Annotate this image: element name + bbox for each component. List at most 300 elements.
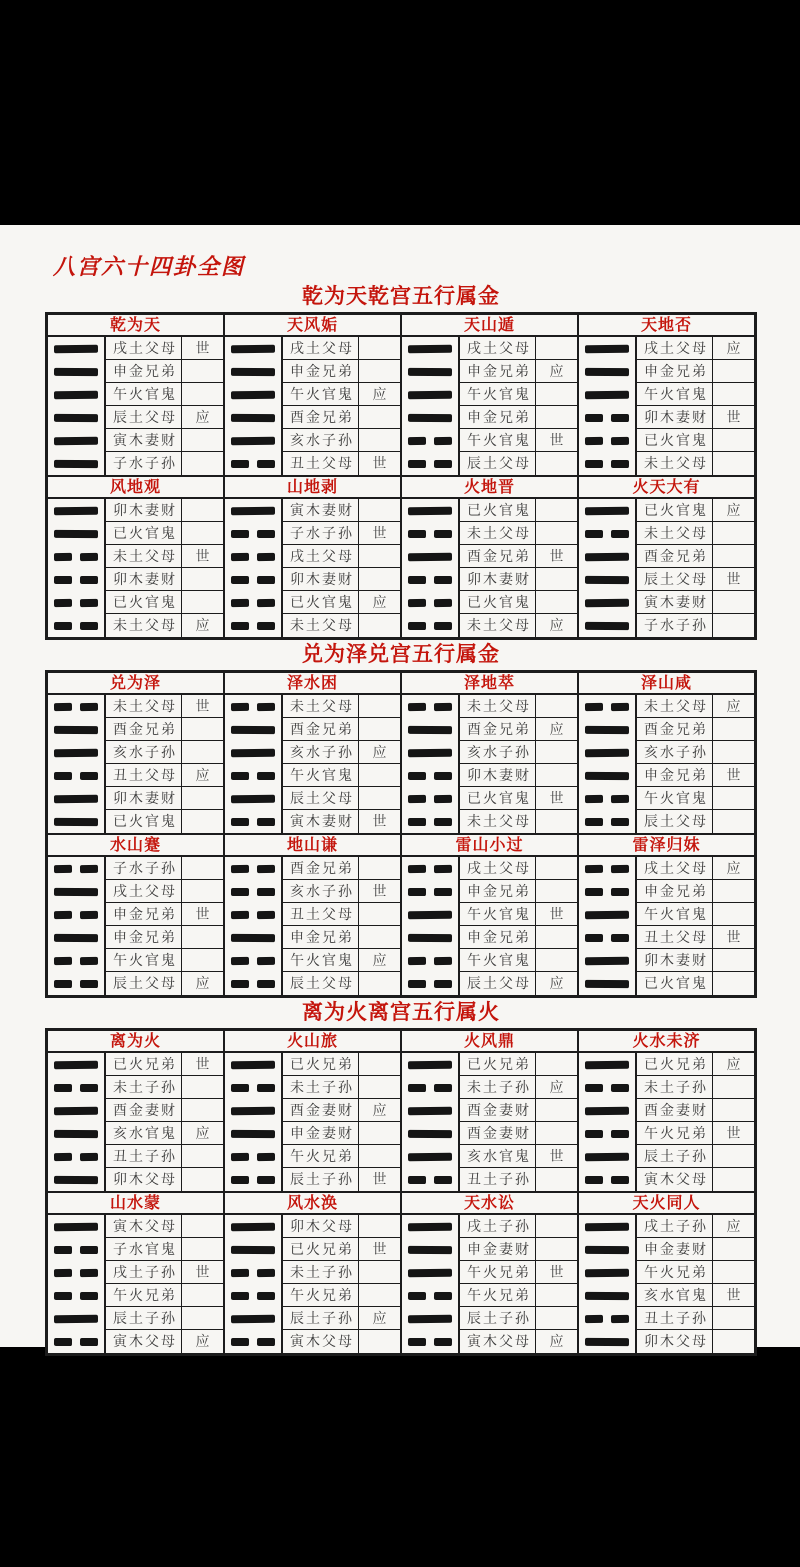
shi-ying-marker xyxy=(712,1238,754,1260)
hexagram-lines-column xyxy=(225,499,281,637)
broken-bar-right xyxy=(611,529,629,537)
yin-line-icon xyxy=(225,1284,281,1307)
hexagram-body xyxy=(579,1053,754,1191)
yang-line-icon xyxy=(402,926,458,949)
broken-bar-left xyxy=(54,1337,72,1345)
yang-line-icon xyxy=(48,429,104,452)
yin-line-icon xyxy=(48,545,104,568)
yang-line-icon xyxy=(48,337,104,360)
table-row xyxy=(106,972,223,995)
table-row xyxy=(637,452,754,475)
table-row xyxy=(637,764,754,787)
shi-ying-marker xyxy=(358,1284,400,1306)
shi-ying-marker: 应 xyxy=(535,1330,577,1353)
hexagram-name: 风地观 xyxy=(48,477,223,499)
yang-line-icon xyxy=(48,1122,104,1145)
shi-ying-marker xyxy=(181,522,223,544)
broken-bar-right xyxy=(80,771,98,779)
table-row xyxy=(460,903,577,926)
line-attribution-text: 午火兄弟 xyxy=(467,1287,531,1303)
yang-line-icon xyxy=(48,718,104,741)
yin-line-icon xyxy=(225,1168,281,1191)
table-row xyxy=(637,1307,754,1330)
broken-bar-right xyxy=(257,575,275,583)
yin-line-icon xyxy=(48,614,104,637)
line-attribution-text: 辰土子孙 xyxy=(290,1310,354,1326)
shi-ying-marker xyxy=(535,452,577,475)
hexagram-lines-column xyxy=(579,337,635,475)
table-row xyxy=(283,614,400,637)
yang-line-icon xyxy=(48,1168,104,1191)
table-row xyxy=(637,1145,754,1168)
yang-line-icon xyxy=(579,614,635,637)
line-attribution-text: 已火官鬼 xyxy=(467,790,531,806)
table-row xyxy=(637,1099,754,1122)
broken-bar-right xyxy=(257,1268,275,1276)
table-row xyxy=(637,1168,754,1191)
broken-bar-left xyxy=(585,887,603,895)
line-attribution-text: 丑土父母 xyxy=(113,767,177,783)
hexagram-name: 泽水困 xyxy=(225,673,400,695)
solid-bar xyxy=(585,621,629,629)
shi-ying-marker xyxy=(181,1284,223,1306)
line-attribution-text: 申金兄弟 xyxy=(467,409,531,425)
table-row xyxy=(637,880,754,903)
table-row xyxy=(283,1145,400,1168)
shi-ying-marker xyxy=(712,1330,754,1353)
line-attribution-text: 午火官鬼 xyxy=(467,386,531,402)
line-attribution-text: 寅木父母 xyxy=(467,1333,531,1349)
broken-bar-right xyxy=(80,621,98,629)
table-row xyxy=(637,1238,754,1261)
shi-ying-marker xyxy=(181,926,223,948)
shi-ying-marker: 应 xyxy=(181,764,223,786)
line-attribution-text: 已火官鬼 xyxy=(644,502,708,518)
broken-bar-left xyxy=(585,1129,603,1137)
broken-bar-right xyxy=(434,1337,452,1345)
shi-ying-marker xyxy=(181,429,223,451)
broken-bar-left xyxy=(408,1175,426,1183)
yang-line-icon xyxy=(225,1307,281,1330)
line-attribution-text: 戌土子孙 xyxy=(644,1218,708,1234)
shi-ying-marker: 世 xyxy=(712,1122,754,1144)
solid-bar xyxy=(231,436,275,444)
table-row xyxy=(460,926,577,949)
hexagram-body xyxy=(48,857,223,995)
broken-bar-left xyxy=(231,817,249,825)
hexagram-body xyxy=(225,1053,400,1191)
palace-section-qian xyxy=(45,285,757,640)
yang-line-icon xyxy=(402,903,458,926)
solid-bar xyxy=(54,748,98,756)
shi-ying-marker: 应 xyxy=(535,360,577,382)
table-row xyxy=(106,1099,223,1122)
broken-bar-right xyxy=(257,979,275,987)
yin-line-icon xyxy=(225,591,281,614)
broken-bar-right xyxy=(80,1291,98,1299)
table-row xyxy=(106,1215,223,1238)
solid-bar xyxy=(408,1152,452,1160)
table-row xyxy=(460,1168,577,1191)
line-attribution-text: 卯木妻财 xyxy=(113,790,177,806)
yang-line-icon xyxy=(225,499,281,522)
table-row xyxy=(283,718,400,741)
broken-bar-right xyxy=(434,887,452,895)
line-attribution-text: 未土父母 xyxy=(467,617,531,633)
yin-line-icon xyxy=(579,429,635,452)
hexagram-lines-column xyxy=(48,1215,104,1353)
solid-bar xyxy=(231,1245,275,1253)
yin-line-icon xyxy=(579,1076,635,1099)
broken-bar-left xyxy=(231,1337,249,1345)
line-attribution-text: 申金兄弟 xyxy=(644,767,708,783)
hexagram-lines-column xyxy=(48,695,104,833)
line-attribution-text: 午火官鬼 xyxy=(467,432,531,448)
broken-bar-right xyxy=(257,1152,275,1160)
broken-bar-right xyxy=(434,598,452,606)
hexagram-body xyxy=(402,695,577,833)
hexagram-lines-column xyxy=(225,695,281,833)
table-row xyxy=(460,591,577,614)
broken-bar-right xyxy=(611,1175,629,1183)
yang-line-icon xyxy=(402,1215,458,1238)
table-row xyxy=(106,764,223,787)
broken-bar-right xyxy=(80,979,98,987)
shi-ying-marker: 世 xyxy=(535,903,577,925)
solid-bar xyxy=(54,367,98,375)
shi-ying-marker xyxy=(181,1215,223,1237)
shi-ying-marker xyxy=(535,568,577,590)
solid-bar xyxy=(408,1222,452,1230)
table-row xyxy=(460,1284,577,1307)
line-attribution-rows xyxy=(281,499,400,637)
shi-ying-marker: 应 xyxy=(358,1307,400,1329)
broken-bar-right xyxy=(611,1314,629,1322)
shi-ying-marker xyxy=(181,718,223,740)
table-row xyxy=(637,903,754,926)
table-row xyxy=(283,499,400,522)
hexagram-name: 雷泽归妹 xyxy=(579,835,754,857)
table-row xyxy=(637,718,754,741)
hexagram-lines-column xyxy=(225,337,281,475)
solid-bar xyxy=(231,933,275,941)
table-row xyxy=(283,764,400,787)
yang-line-icon xyxy=(579,360,635,383)
yin-line-icon xyxy=(225,614,281,637)
hexagram-name: 泽地萃 xyxy=(402,673,577,695)
table-row xyxy=(283,787,400,810)
broken-bar-left xyxy=(54,864,72,872)
shi-ying-marker xyxy=(535,810,577,833)
hexagram-body xyxy=(225,499,400,637)
line-attribution-text: 未土父母 xyxy=(644,525,708,541)
line-attribution-text: 申金兄弟 xyxy=(644,363,708,379)
yang-line-icon xyxy=(402,1053,458,1076)
broken-bar-left xyxy=(585,933,603,941)
table-row xyxy=(637,1053,754,1076)
solid-bar xyxy=(231,1222,275,1230)
line-attribution-text: 午火兄弟 xyxy=(644,1264,708,1280)
section-header: 离为火离宫五行属火 xyxy=(302,1001,500,1024)
broken-bar-right xyxy=(434,575,452,583)
broken-bar-left xyxy=(231,1268,249,1276)
table-row xyxy=(460,810,577,833)
yin-line-icon xyxy=(402,949,458,972)
broken-bar-right xyxy=(434,459,452,467)
broken-bar-left xyxy=(54,1083,72,1091)
broken-bar-right xyxy=(611,933,629,941)
shi-ying-marker xyxy=(181,452,223,475)
hexagram-cell xyxy=(578,834,755,996)
shi-ying-marker xyxy=(535,1284,577,1306)
shi-ying-marker: 应 xyxy=(712,857,754,879)
table-row xyxy=(283,903,400,926)
hexagram-body xyxy=(579,695,754,833)
shi-ying-marker xyxy=(712,1261,754,1283)
broken-bar-right xyxy=(80,910,98,918)
broken-bar-left xyxy=(408,598,426,606)
table-row xyxy=(106,1261,223,1284)
line-attribution-text: 丑土父母 xyxy=(290,455,354,471)
shi-ying-marker xyxy=(358,1261,400,1283)
yang-line-icon xyxy=(402,1307,458,1330)
shi-ying-marker xyxy=(535,926,577,948)
yang-line-icon xyxy=(225,718,281,741)
line-attribution-text: 已火官鬼 xyxy=(113,594,177,610)
line-attribution-rows xyxy=(458,695,577,833)
solid-bar xyxy=(231,794,275,802)
line-attribution-text: 卯木妻财 xyxy=(113,571,177,587)
line-attribution-text: 申金兄弟 xyxy=(113,929,177,945)
line-attribution-text: 辰土子孙 xyxy=(467,1310,531,1326)
broken-bar-right xyxy=(257,771,275,779)
line-attribution-text: 申金妻财 xyxy=(644,1241,708,1257)
table-row xyxy=(637,406,754,429)
broken-bar-left xyxy=(408,436,426,444)
line-attribution-text: 申金兄弟 xyxy=(113,363,177,379)
shi-ying-marker: 世 xyxy=(535,545,577,567)
line-attribution-text: 申金兄弟 xyxy=(467,883,531,899)
table-row xyxy=(106,1053,223,1076)
shi-ying-marker: 世 xyxy=(358,810,400,833)
shi-ying-marker: 应 xyxy=(358,1099,400,1121)
broken-bar-right xyxy=(434,979,452,987)
solid-bar xyxy=(54,344,98,352)
solid-bar xyxy=(231,725,275,733)
line-attribution-text: 午火官鬼 xyxy=(290,952,354,968)
table-row xyxy=(460,429,577,452)
broken-bar-left xyxy=(408,794,426,802)
shi-ying-marker: 应 xyxy=(535,972,577,995)
broken-bar-left xyxy=(408,1291,426,1299)
yang-line-icon xyxy=(48,926,104,949)
table-row xyxy=(106,1122,223,1145)
shi-ying-marker xyxy=(712,972,754,995)
broken-bar-left xyxy=(231,1175,249,1183)
broken-bar-right xyxy=(80,1083,98,1091)
hexagram-cell xyxy=(401,314,578,476)
shi-ying-marker: 世 xyxy=(181,1261,223,1283)
shi-ying-marker xyxy=(535,1238,577,1260)
broken-bar-right xyxy=(80,598,98,606)
yin-line-icon xyxy=(48,1284,104,1307)
line-attribution-text: 戌土子孙 xyxy=(467,1218,531,1234)
solid-bar xyxy=(585,1060,629,1068)
solid-bar xyxy=(231,1060,275,1068)
table-row xyxy=(460,1122,577,1145)
line-attribution-text: 亥水子孙 xyxy=(290,744,354,760)
line-attribution-text: 未土子孙 xyxy=(290,1264,354,1280)
broken-bar-left xyxy=(54,979,72,987)
shi-ying-marker xyxy=(712,1307,754,1329)
yin-line-icon xyxy=(48,857,104,880)
yin-line-icon xyxy=(225,568,281,591)
hexagram-name: 天水讼 xyxy=(402,1193,577,1215)
yang-line-icon xyxy=(402,1261,458,1284)
yang-line-icon xyxy=(225,787,281,810)
shi-ying-marker: 应 xyxy=(535,1076,577,1098)
shi-ying-marker xyxy=(535,337,577,359)
broken-bar-right xyxy=(257,459,275,467)
broken-bar-right xyxy=(611,1083,629,1091)
shi-ying-marker: 世 xyxy=(535,787,577,809)
hexagram-cell xyxy=(47,314,224,476)
broken-bar-right xyxy=(257,864,275,872)
line-attribution-rows xyxy=(635,499,754,637)
shi-ying-marker xyxy=(535,1122,577,1144)
line-attribution-text: 卯木妻财 xyxy=(467,571,531,587)
line-attribution-text: 戌土父母 xyxy=(467,340,531,356)
table-row xyxy=(460,1215,577,1238)
line-attribution-rows xyxy=(104,857,223,995)
broken-bar-left xyxy=(408,817,426,825)
line-attribution-text: 申金兄弟 xyxy=(644,883,708,899)
line-attribution-text: 未土父母 xyxy=(644,455,708,471)
line-attribution-text: 戌土父母 xyxy=(113,883,177,899)
line-attribution-text: 亥水官鬼 xyxy=(644,1287,708,1303)
broken-bar-left xyxy=(408,979,426,987)
table-row xyxy=(283,591,400,614)
table-row xyxy=(283,1261,400,1284)
yin-line-icon xyxy=(402,880,458,903)
yin-line-icon xyxy=(48,1261,104,1284)
line-attribution-text: 已火官鬼 xyxy=(113,813,177,829)
line-attribution-text: 亥水子孙 xyxy=(290,432,354,448)
table-row xyxy=(637,591,754,614)
broken-bar-left xyxy=(231,575,249,583)
line-attribution-rows xyxy=(458,857,577,995)
yin-line-icon xyxy=(402,568,458,591)
table-row xyxy=(637,1122,754,1145)
section-header: 乾为天乾宫五行属金 xyxy=(302,285,500,308)
table-row xyxy=(106,591,223,614)
broken-bar-left xyxy=(231,702,249,710)
solid-bar xyxy=(585,367,629,375)
broken-bar-right xyxy=(611,459,629,467)
yang-line-icon xyxy=(48,1215,104,1238)
hexagram-cell xyxy=(401,476,578,638)
shi-ying-marker xyxy=(712,741,754,763)
broken-bar-right xyxy=(257,1175,275,1183)
yang-line-icon xyxy=(48,406,104,429)
yang-line-icon xyxy=(48,1053,104,1076)
solid-bar xyxy=(54,887,98,895)
broken-bar-right xyxy=(611,413,629,421)
line-attribution-text: 酉金兄弟 xyxy=(467,721,531,737)
solid-bar xyxy=(54,436,98,444)
yin-line-icon xyxy=(48,1238,104,1261)
hexagram-body xyxy=(225,857,400,995)
solid-bar xyxy=(408,390,452,398)
hexagram-cell xyxy=(47,834,224,996)
table-row xyxy=(637,1261,754,1284)
solid-bar xyxy=(585,575,629,583)
hexagram-cell xyxy=(401,834,578,996)
broken-bar-right xyxy=(80,864,98,872)
table-row xyxy=(460,764,577,787)
line-attribution-text: 辰土子孙 xyxy=(290,1171,354,1187)
yin-line-icon xyxy=(225,880,281,903)
table-row xyxy=(106,499,223,522)
yin-line-icon xyxy=(48,1145,104,1168)
line-attribution-text: 戌土父母 xyxy=(644,340,708,356)
line-attribution-text: 未土父母 xyxy=(467,525,531,541)
broken-bar-right xyxy=(80,1268,98,1276)
yang-line-icon xyxy=(48,522,104,545)
table-row xyxy=(106,1284,223,1307)
table-row xyxy=(637,1284,754,1307)
hexagram-name: 天地否 xyxy=(579,315,754,337)
shi-ying-marker xyxy=(535,499,577,521)
line-attribution-text: 丑土父母 xyxy=(290,906,354,922)
yang-line-icon xyxy=(579,591,635,614)
yang-line-icon xyxy=(579,568,635,591)
broken-bar-left xyxy=(54,956,72,964)
yang-line-icon xyxy=(402,741,458,764)
table-row xyxy=(460,972,577,995)
hexagram-lines-column xyxy=(579,499,635,637)
line-attribution-text: 丑土父母 xyxy=(644,929,708,945)
broken-bar-right xyxy=(80,702,98,710)
yang-line-icon xyxy=(225,741,281,764)
table-row xyxy=(460,1145,577,1168)
line-attribution-text: 已火兄弟 xyxy=(290,1056,354,1072)
broken-bar-right xyxy=(257,552,275,560)
line-attribution-text: 戌土父母 xyxy=(113,340,177,356)
line-attribution-text: 子水子孙 xyxy=(290,525,354,541)
solid-bar xyxy=(408,933,452,941)
broken-bar-left xyxy=(54,621,72,629)
yang-line-icon xyxy=(48,810,104,833)
line-attribution-text: 午火官鬼 xyxy=(113,386,177,402)
line-attribution-text: 亥水子孙 xyxy=(290,883,354,899)
line-attribution-rows xyxy=(458,337,577,475)
table-row xyxy=(283,1099,400,1122)
broken-bar-right xyxy=(434,794,452,802)
hexagram-name: 兑为泽 xyxy=(48,673,223,695)
hexagram-name: 山水蒙 xyxy=(48,1193,223,1215)
yin-line-icon xyxy=(402,1168,458,1191)
broken-bar-left xyxy=(231,979,249,987)
broken-bar-left xyxy=(54,1152,72,1160)
yang-line-icon xyxy=(579,741,635,764)
broken-bar-right xyxy=(257,817,275,825)
shi-ying-marker xyxy=(181,360,223,382)
solid-bar xyxy=(408,1245,452,1253)
hexagram-body xyxy=(225,1215,400,1353)
hexagram-body xyxy=(48,695,223,833)
line-attribution-text: 子水子孙 xyxy=(644,617,708,633)
